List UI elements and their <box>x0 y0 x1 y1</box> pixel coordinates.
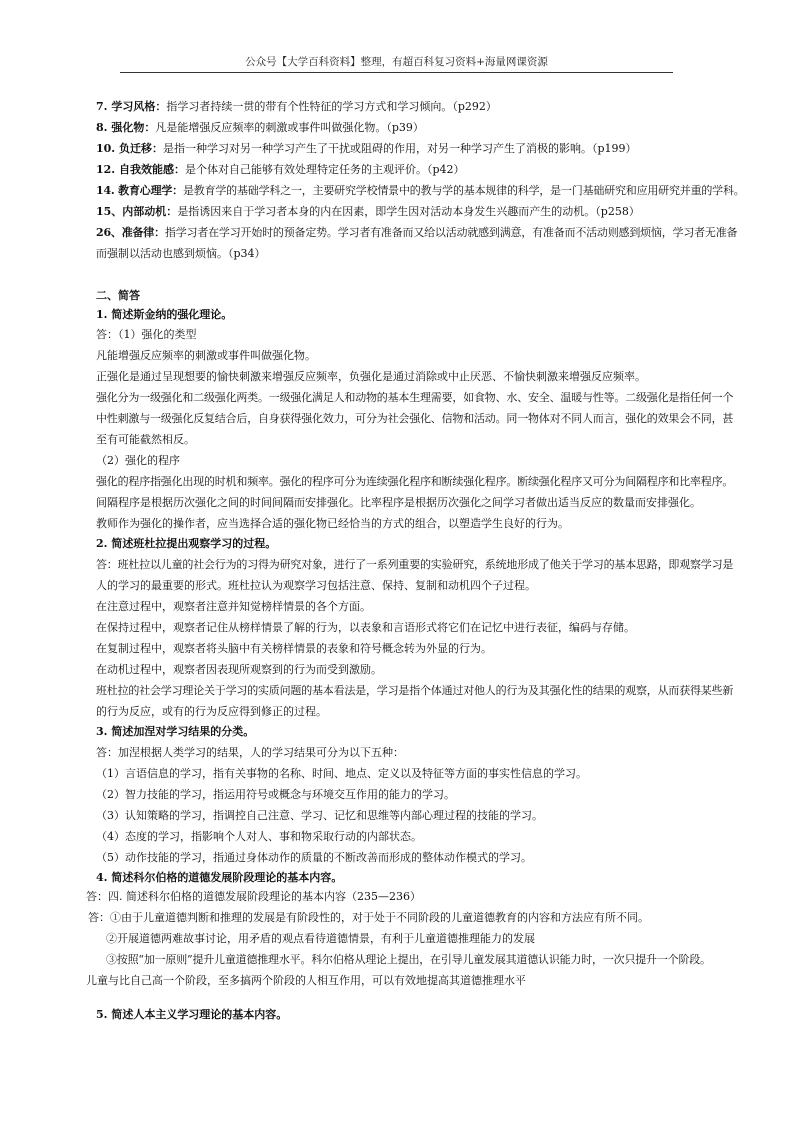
page-header: 公众号【大学百科资料】整理，有超百科复习资料+海量网课资源 <box>245 56 548 68</box>
answer-line: 的行为反应，或有的行为反应得到修正的过程。 <box>96 705 327 718</box>
answer-line: （3）认知策略的学习，指调控自己注意、学习、记忆和思维等内部心理过程的技能的学习。 <box>96 809 543 822</box>
definition-text: 指学习者持续一贯的带有个性特征的学习方式和学习倾向。（p292） <box>166 100 497 113</box>
answer-line: 强化分为一级强化和二级强化两类。一级强化满足人和动物的基本生理需要，如食物、水、安全、温暖与性等。二级强化是指任何一个 <box>96 391 734 404</box>
definition-term: 12. 自我效能感： <box>96 163 185 176</box>
answer-line: 儿童与比自己高一个阶段，至多搞两个阶段的人相互作用，可以有效地提高其道德推理水平 <box>86 974 526 987</box>
question-title: 3. 简述加涅对学习结果的分类。 <box>96 725 255 738</box>
definition-law-of-readiness <box>96 225 737 241</box>
answer-line: （5）动作技能的学习，指通过身体动作的质量的不断改善而形成的整体动作模式的学习。 <box>96 851 532 864</box>
answer-line: 人的学习的最重要的形式。班杜拉认为观察学习包括注意、保持、复制和动机四个子过程。 <box>96 579 536 592</box>
definition-intrinsic-motivation <box>96 204 640 220</box>
answer-line: 强化的程序指强化出现的时机和频率。强化的程序可分为连续强化程序和断续强化程序。断续强化程序又可分为间隔程序和比率程序。 <box>96 475 734 488</box>
definition-text: 而强制以活动也感到烦恼。（p34） <box>96 247 266 260</box>
section-title: 二、简答 <box>96 289 140 302</box>
definition-term: 26、准备律： <box>96 226 165 239</box>
definition-text: 是个体对自己能够有效处理特定任务的主观评价。（p42） <box>184 163 465 176</box>
definition-learning-style <box>96 99 497 115</box>
definition-term: 14. 教育心理学： <box>96 184 183 197</box>
definition-negative-transfer <box>96 141 637 157</box>
definition-term: 10. 负迁移： <box>96 142 163 155</box>
answer-line: ②开展道德两难故事讨论，用矛盾的观点看待道德情景，有利于儿童道德推理能力的发展 <box>106 932 535 945</box>
definition-term: 7. 学习风格： <box>96 100 167 113</box>
answer-line: （2）强化的程序 <box>96 454 180 467</box>
answer-line: ③按照“加一原则”提升儿童道德推理水平。科尔伯格从理论上提出，在引导儿童发展其道德认识能力时，一次只提升一个阶段。 <box>106 953 711 966</box>
question-title: 4. 简述科尔伯格的道德发展阶段理论的基本内容。 <box>96 871 343 884</box>
definition-continuation <box>96 246 266 262</box>
definition-text: 凡是能增强反应频率的刺激或事件叫做强化物。（p39） <box>155 121 424 134</box>
answer-line: 答：加涅根据人类学习的结果，人的学习结果可分为以下五种： <box>96 746 404 759</box>
answer-line: 教师作为强化的操作者，应当选择合适的强化物已经恰当的方式的组合，以塑造学生良好的行为。 <box>96 517 569 530</box>
answer-line: （4）态度的学习，指影响个人对人、事和物采取行动的内部状态。 <box>96 830 422 843</box>
definition-educational-psychology <box>96 183 745 199</box>
answer-line: 中性刺激与一级强化反复结合后，自身获得强化效力，可分为社会强化、信物和活动。同一物体对不同人而言，强化的效果会不同，甚 <box>96 412 734 425</box>
answer-line: 答：四. 简述科尔伯格的道德发展阶段理论的基本内容（235—236） <box>86 890 421 903</box>
definition-reinforcer <box>96 120 424 136</box>
answer-line: 在动机过程中，观察者因表现所观察到的行为而受到激励。 <box>96 663 382 676</box>
answer-line: 在注意过程中，观察者注意并知觉榜样情景的各个方面。 <box>96 600 371 613</box>
header-divider <box>120 72 673 73</box>
answer-line: 在保持过程中，观察者记住从榜样情景了解的行为，以表象和言语形式将它们在记忆中进行表征，编码与存储。 <box>96 621 635 634</box>
answer-line: 答：班杜拉以儿童的社会行为的习得为研究对象，进行了一系列重要的实验研究，系统地形成了他关于学习的基本思路，即观察学习是 <box>96 558 734 571</box>
answer-line: 在复制过程中，观察者将头脑中有关榜样情景的表象和符号概念转为外显的行为。 <box>96 642 492 655</box>
definition-text: 是指诱因来自于学习者本身的内在因素，即学生因对活动本身发生兴趣而产生的动机。（p258） <box>177 205 640 218</box>
answer-line: 班杜拉的社会学习理论关于学习的实质问题的基本看法是，学习是指个体通过对他人的行为及其强化性的结果的观察，从而获得某些新 <box>96 684 734 697</box>
definition-text: 是教育学的基础学科之一，主要研究学校情景中的教与学的基本规律的科学，是一门基础研究和应用研究并重的学科。 <box>182 184 745 197</box>
definition-term: 15、内部动机： <box>96 205 178 218</box>
definition-term: 8. 强化物： <box>96 121 156 134</box>
definition-text: 是指一种学习对另一种学习产生了干扰或阻碍的作用，对另一种学习产生了消极的影响。（p199） <box>162 142 637 155</box>
answer-line: 答：（1）强化的类型 <box>96 328 197 341</box>
question-title: 5. 简述人本主义学习理论的基本内容。 <box>96 1008 288 1021</box>
definition-self-efficacy <box>96 162 465 178</box>
definition-text: 指学习者在学习开始时的预备定势。学习者有准备而又给以活动就感到满意，有准备而不活动则感到烦恼，学习者无准备 <box>164 226 738 239</box>
answer-line: 正强化是通过呈现想要的愉快刺激来增强反应频率，负强化是通过消除或中止厌恶、不愉快刺激来增强反应频率。 <box>96 370 646 383</box>
question-title: 2. 简述班杜拉提出观察学习的过程。 <box>96 537 277 550</box>
answer-line: （2）智力技能的学习，指运用符号或概念与环境交互作用的能力的学习。 <box>96 788 455 801</box>
question-title: 1. 简述斯金纳的强化理论。 <box>96 308 233 321</box>
answer-line: 至有可能截然相反。 <box>96 433 195 446</box>
answer-line: 间隔程序是根据历次强化之间的时间间隔而安排强化。比率程序是根据历次强化之间学习者做出适当反应的数量而安排强化。 <box>96 496 701 509</box>
answer-line: 凡能增强反应频率的刺激或事件叫做强化物。 <box>96 349 316 362</box>
answer-line: 答：①由于儿童道德判断和推理的发展是有阶段性的，对于处于不同阶段的儿童道德教育的内容和方法应有所不同。 <box>88 911 649 924</box>
answer-line: （1）言语信息的学习，指有关事物的名称、时间、地点、定义以及特征等方面的事实性信息的学习。 <box>96 767 587 780</box>
